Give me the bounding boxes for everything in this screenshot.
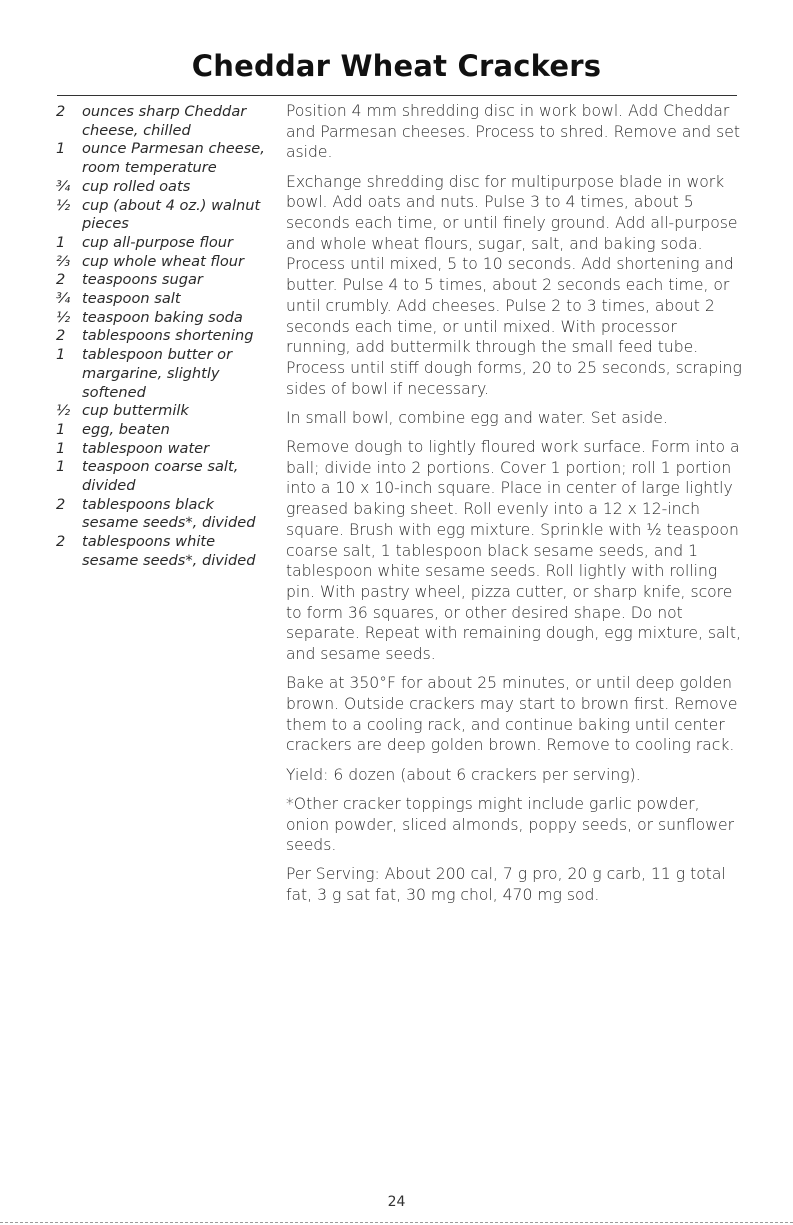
ingredient-item bbox=[56, 440, 274, 459]
nutrition-text: Per Serving: About 200 cal, 7 g pro, 20 g carb, 11 g total fat, 3 g sat fat, 30 mg chol, 470 mg sod. bbox=[286, 865, 726, 905]
ingredient-item bbox=[56, 346, 274, 402]
ingredient-name: tablespoon butter or margarine, slightly softened bbox=[82, 346, 233, 401]
ingredient-quantity: 2 bbox=[56, 103, 66, 120]
ingredient-quantity: 2 bbox=[56, 495, 66, 513]
ingredient-name: cup whole wheat flour bbox=[82, 252, 245, 270]
ingredient-name: teaspoon salt bbox=[82, 290, 181, 308]
footnote-text: *Other cracker toppings might include garlic powder, onion powder, sliced almonds, poppy seeds, or sunflower seeds. bbox=[286, 794, 734, 855]
ingredient-item bbox=[56, 327, 274, 346]
ingredient-name: teaspoon coarse salt, divided bbox=[82, 458, 239, 495]
ingredient-quantity: ½ bbox=[56, 402, 71, 420]
ingredient-quantity: 1 bbox=[56, 233, 66, 251]
ingredient-name: cup buttermilk bbox=[82, 402, 189, 420]
ingredient-quantity: ½ bbox=[56, 196, 71, 214]
ingredient-item bbox=[56, 271, 274, 290]
ingredient-item bbox=[56, 253, 274, 272]
yield-text: Yield: 6 dozen (about 6 crackers per serving). bbox=[286, 765, 641, 784]
ingredient-quantity: 1 bbox=[56, 439, 66, 457]
ingredient-name: tablespoon water bbox=[82, 439, 210, 457]
ingredient-list bbox=[56, 103, 274, 571]
ingredient-quantity: 1 bbox=[56, 458, 66, 476]
ingredient-quantity: 1 bbox=[56, 140, 66, 158]
ingredient-item bbox=[56, 421, 274, 440]
ingredient-quantity: ⅔ bbox=[56, 252, 71, 270]
ingredient-name: tablespoons black sesame seeds*, divided bbox=[82, 495, 256, 532]
method-step: In small bowl, combine egg and water. Set aside. bbox=[286, 408, 668, 427]
ingredient-item bbox=[56, 496, 274, 533]
ingredient-item bbox=[56, 140, 274, 177]
ingredient-name: cup rolled oats bbox=[82, 177, 191, 195]
ingredient-item bbox=[56, 234, 274, 253]
ingredient-name: cup all-purpose flour bbox=[82, 233, 234, 251]
ingredient-item bbox=[56, 309, 274, 328]
ingredient-item bbox=[56, 402, 274, 421]
ingredient-item bbox=[56, 178, 274, 197]
ingredient-name: cup (about 4 oz.) walnut pieces bbox=[82, 196, 261, 233]
page-number: 24 bbox=[387, 1194, 406, 1210]
recipe-title: Cheddar Wheat Crackers bbox=[191, 49, 602, 83]
ingredient-name: teaspoons sugar bbox=[82, 271, 203, 289]
method-step: Bake at 350°F for about 25 minutes, or until deep golden brown. Outside crackers may start to brown first. Remove them to a cooling rack, and continue baking until center crackers are deep golden brown. Remove to cooling rack. bbox=[286, 674, 738, 755]
ingredient-name: tablespoons white sesame seeds*, divided bbox=[82, 533, 256, 569]
ingredient-quantity: ½ bbox=[56, 308, 71, 326]
ingredient-quantity: 1 bbox=[56, 346, 66, 364]
ingredient-name: egg, beaten bbox=[82, 420, 170, 438]
ingredient-quantity: 2 bbox=[56, 327, 66, 345]
ingredient-item bbox=[56, 458, 274, 495]
title-divider bbox=[57, 95, 737, 96]
ingredient-quantity: 2 bbox=[56, 271, 66, 289]
ingredient-item bbox=[56, 103, 274, 140]
ingredient-name: teaspoon baking soda bbox=[82, 308, 243, 326]
method-step: Position 4 mm shredding disc in work bowl. Add Cheddar and Parmesan cheeses. Process to shred. Remove and set aside. bbox=[286, 102, 740, 162]
method-step: Exchange shredding disc for multipurpose blade in work bowl. Add oats and nuts. Pulse 3 to 4 times, about 5 seconds each time, or until finely ground. Add all-purpose and whole wheat flours, sugar, salt, and baking soda. Process until mixed, 5 to 10 seconds. Add shortening and butter. Pulse 4 to 5 times, about 2 seconds each time, or until crumbly. Add cheeses. Pulse 2 to 3 times, about 2 seconds each time, or until mixed. With processor running, add buttermilk through the small feed tube. Process until stiff dough forms, 20 to 25 seconds, scraping sides of bowl if necessary. bbox=[286, 172, 742, 398]
ingredient-item bbox=[56, 533, 274, 570]
ingredient-name: ounce Parmesan cheese, room temperature bbox=[82, 140, 265, 177]
ingredient-quantity: ¾ bbox=[56, 290, 71, 308]
method-step: Remove dough to lightly floured work surface. Form into a ball; divide into 2 portions. Cover 1 portion; roll 1 portion into a 10 x 10-inch square. Place in center of large lightly greased baking sheet. Roll evenly into a 12 x 12-inch square. Brush with egg mixture. Sprinkle with ½ teaspoon coarse salt, 1 tablespoon black sesame seeds, and 1 tablespoon white sesame seeds. Roll lightly with rolling pin. With pastry wheel, pizza cutter, or sharp knife, score to form 36 squares, or other desired shape. Do not separate. Repeat with remaining dough, egg mixture, salt, and sesame seeds. bbox=[286, 438, 741, 664]
ingredient-quantity: 2 bbox=[56, 533, 66, 551]
ingredient-item bbox=[56, 290, 274, 309]
ingredient-item bbox=[56, 197, 274, 234]
method-text bbox=[286, 101, 746, 914]
ingredient-quantity: ¾ bbox=[56, 177, 71, 195]
ingredient-name: tablespoons shortening bbox=[82, 327, 254, 345]
ingredient-name: ounces sharp Cheddar cheese, chilled bbox=[82, 103, 247, 139]
page-bottom-border bbox=[0, 1222, 793, 1223]
ingredient-quantity: 1 bbox=[56, 420, 66, 438]
